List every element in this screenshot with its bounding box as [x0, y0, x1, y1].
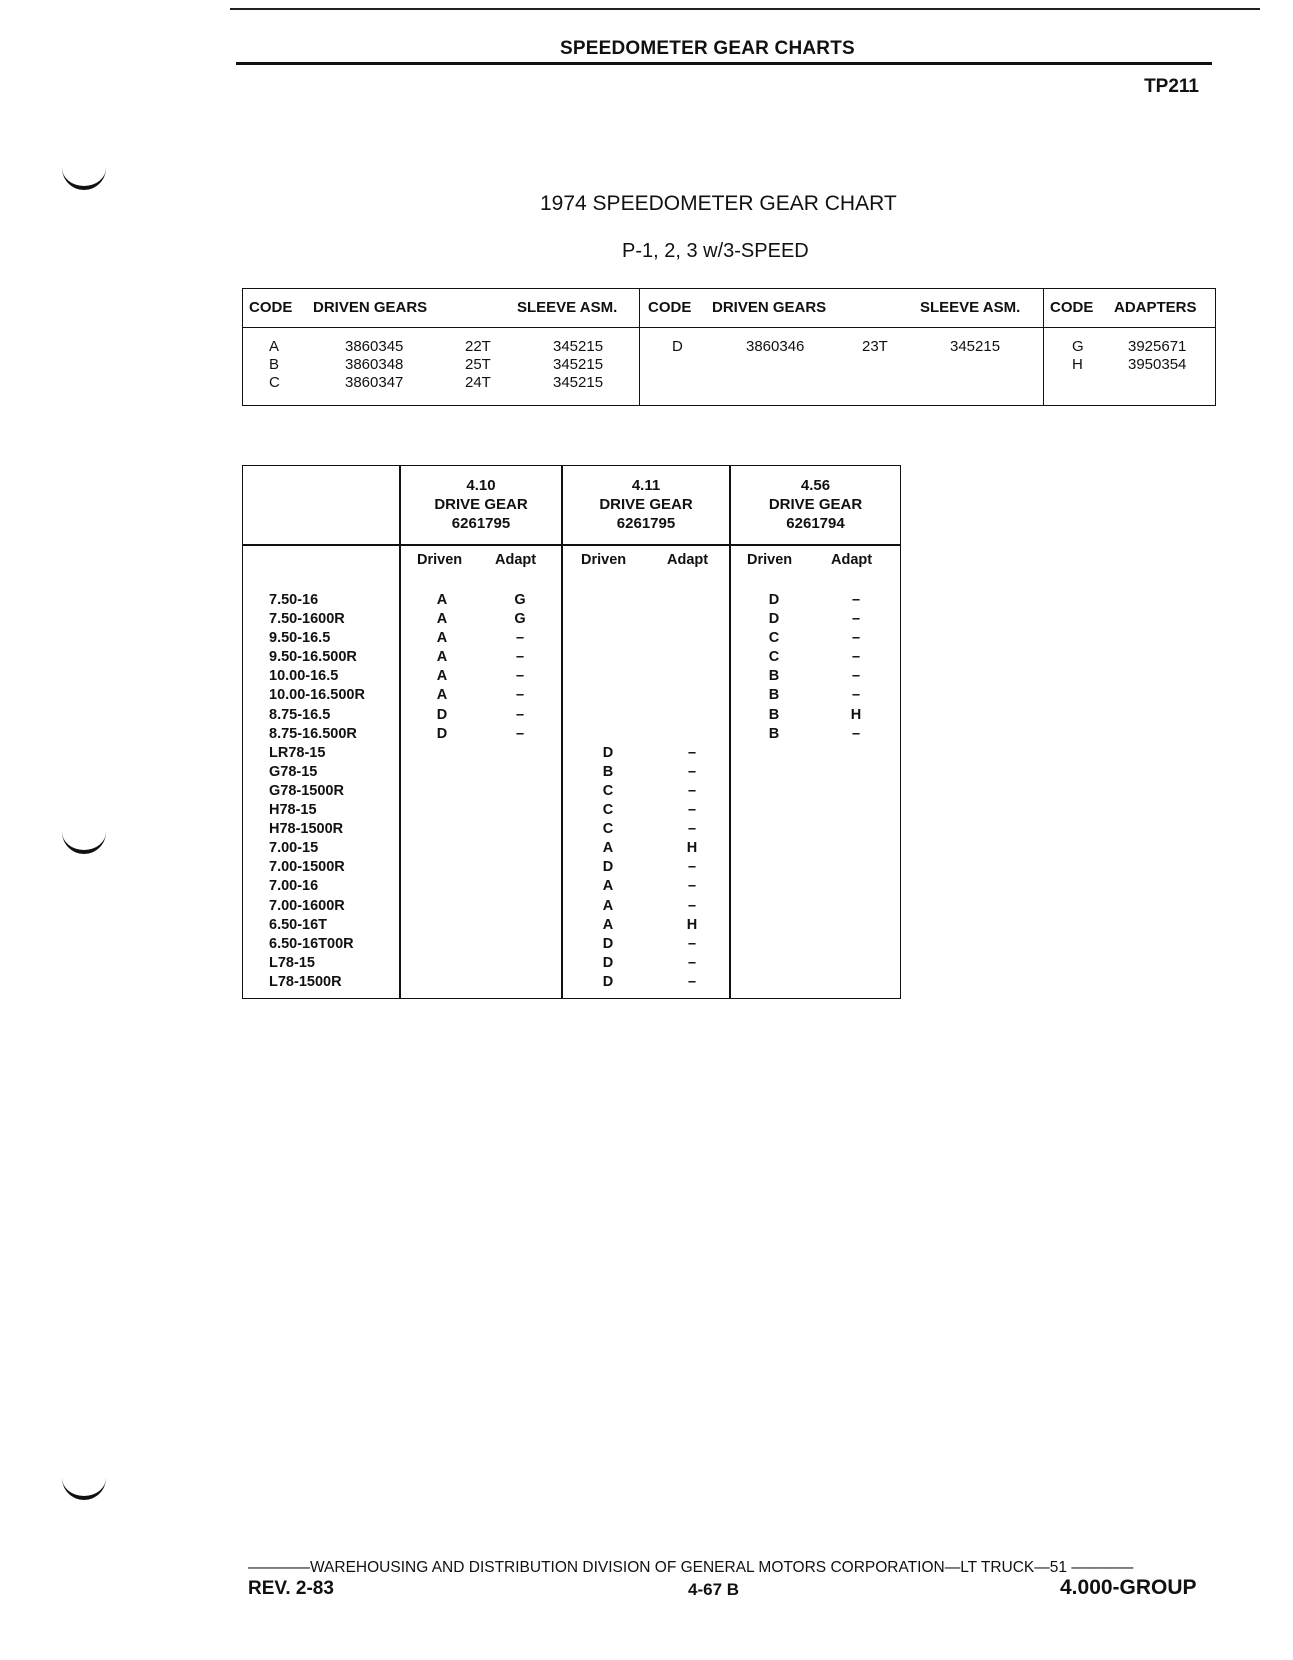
top-rule — [230, 8, 1260, 10]
adapter-code-cell — [677, 648, 707, 667]
driven-code-cell — [427, 858, 457, 877]
driven-code-cell: A — [436, 687, 448, 704]
drive-gear-label: DRIVE GEAR — [599, 496, 693, 513]
driven-code-cell: A — [602, 878, 614, 895]
adapter-code-cell — [505, 801, 535, 820]
teeth-cell: 23T — [862, 338, 888, 355]
driven-code-cell — [759, 801, 789, 820]
section-header — [243, 289, 639, 328]
gear-code-table — [242, 288, 1216, 406]
adapter-code-cell — [841, 916, 871, 935]
axle-ratio: 4.11 — [631, 477, 661, 494]
code-header: CODE — [648, 299, 692, 316]
adapt-subheader: Adapt — [667, 552, 709, 568]
code-cell: G — [1072, 338, 1084, 355]
driven-code-cell: C — [602, 782, 614, 799]
tire-size-cell: 6.50-16T00R — [269, 935, 354, 952]
revision-date: REV. 2-83 — [248, 1578, 334, 1599]
axle-ratio: 4.56 — [800, 477, 831, 494]
tire-size-cell: 7.00-1600R — [269, 897, 345, 914]
tire-size-cell: 9.50-16.500R — [269, 649, 357, 666]
column-divider — [399, 466, 401, 998]
adapter-code-cell: – — [515, 725, 525, 742]
tire-size-cell: 7.00-1500R — [269, 859, 345, 876]
driven-code-cell — [759, 744, 789, 763]
code-cell: H — [1072, 356, 1083, 373]
adapter-code-cell — [505, 858, 535, 877]
adapter-code-cell — [505, 877, 535, 896]
tire-size-cell: 8.75-16.500R — [269, 725, 357, 742]
driven-code-cell: B — [602, 763, 614, 780]
adapter-code-column-4-56 — [841, 591, 871, 992]
driven-code-cell: A — [436, 592, 448, 608]
adapter-code-cell — [841, 782, 871, 801]
adapter-code-cell: – — [851, 611, 861, 628]
table-row — [243, 374, 639, 392]
adapter-code-cell — [677, 610, 707, 629]
driven-code-cell — [759, 763, 789, 782]
sleeve-asm-header: SLEEVE ASM. — [517, 299, 618, 316]
driven-code-cell: A — [436, 668, 448, 685]
driven-gears-section-1 — [243, 289, 639, 405]
adapter-code-cell: – — [515, 630, 525, 647]
driven-code-cell — [759, 877, 789, 896]
adapter-code-cell — [841, 839, 871, 858]
adapter-code-cell — [841, 820, 871, 839]
section-header — [1044, 289, 1215, 328]
sleeve-asm-header: SLEEVE ASM. — [920, 299, 1021, 316]
driven-code-cell: B — [768, 706, 780, 723]
adapter-code-cell: H — [850, 706, 862, 723]
driven-code-cell: D — [602, 954, 614, 971]
adapter-code-cell: – — [515, 668, 525, 685]
drive-gear-part: 6261795 — [616, 515, 676, 532]
driven-subheader: Driven — [747, 552, 793, 568]
adapter-code-cell: – — [687, 744, 697, 761]
chart-subtitle: P-1, 2, 3 w/3-SPEED — [622, 240, 809, 262]
adapter-code-cell — [505, 839, 535, 858]
driven-subheader: Driven — [581, 552, 627, 568]
driven-code-cell: A — [602, 897, 614, 914]
adapter-code-cell: – — [851, 725, 861, 742]
adapter-code-cell: – — [515, 687, 525, 704]
code-cell: A — [269, 338, 280, 355]
adapter-code-cell: – — [687, 878, 697, 895]
adapter-code-column-4-10 — [505, 591, 535, 992]
driven-code-cell: D — [768, 592, 780, 608]
driven-code-cell — [759, 954, 789, 973]
driven-code-cell — [427, 763, 457, 782]
table-row — [1044, 356, 1215, 374]
driven-code-cell — [427, 782, 457, 801]
adapter-code-cell — [505, 973, 535, 992]
driven-code-cell — [593, 706, 623, 725]
driven-code-cell: D — [436, 725, 448, 742]
section-body — [640, 328, 1043, 356]
code-cell: C — [269, 374, 280, 391]
adapter-code-cell: – — [851, 592, 861, 608]
part-number-cell: 3860347 — [345, 374, 404, 391]
column-divider — [561, 466, 563, 998]
driven-code-cell: D — [602, 859, 614, 876]
ratio-header-4-56 — [731, 476, 900, 533]
driven-code-cell — [759, 839, 789, 858]
code-header: CODE — [1050, 299, 1094, 316]
part-number-cell: 3950354 — [1128, 356, 1187, 373]
section-body — [1044, 328, 1215, 374]
code-cell: D — [672, 338, 683, 355]
footer-publisher-line: ————WAREHOUSING AND DISTRIBUTION DIVISION OF GENERAL MOTORS CORPORATION—LT TRUCK—51 ———— — [248, 1559, 1134, 1576]
adapter-code-cell: – — [687, 859, 697, 876]
adapter-code-cell — [677, 725, 707, 744]
tire-size-cell: 7.50-16 — [269, 592, 319, 608]
sleeve-cell: 345215 — [553, 356, 604, 373]
adapter-code-cell — [841, 877, 871, 896]
adapter-code-cell — [841, 744, 871, 763]
driven-code-cell — [427, 954, 457, 973]
tire-size-cell: 10.00-16.500R — [269, 687, 365, 704]
tire-size-cell: 6.50-16T — [269, 916, 328, 933]
section-header — [640, 289, 1043, 328]
adapter-code-cell — [505, 763, 535, 782]
adapter-code-cell — [841, 763, 871, 782]
adapters-header: ADAPTERS — [1114, 299, 1197, 316]
adapter-code-cell: – — [687, 782, 697, 799]
adapter-code-cell: – — [687, 954, 697, 971]
adapter-code-cell — [677, 686, 707, 705]
adapter-code-cell — [505, 782, 535, 801]
driven-code-cell — [759, 858, 789, 877]
driven-code-cell — [593, 629, 623, 648]
driven-code-cell — [593, 725, 623, 744]
driven-code-cell — [427, 744, 457, 763]
driven-code-cell — [427, 897, 457, 916]
adapter-code-cell — [841, 858, 871, 877]
table-row — [243, 356, 639, 374]
driven-code-column-4-11 — [593, 591, 623, 992]
binder-hole-mark-middle — [62, 832, 106, 854]
adapter-code-cell — [841, 973, 871, 992]
driven-code-cell: D — [602, 744, 614, 761]
adapter-code-cell — [505, 897, 535, 916]
table-row — [243, 338, 639, 356]
tire-size-cell: G78-15 — [269, 763, 318, 780]
adapter-code-cell: – — [851, 668, 861, 685]
adapter-code-cell: H — [686, 840, 698, 857]
tire-size-cell: 7.00-15 — [269, 840, 319, 857]
section-body — [243, 328, 639, 392]
adapter-code-cell: H — [686, 916, 698, 933]
adapter-code-cell — [841, 897, 871, 916]
group-number: 4.000-GROUP — [1060, 1576, 1197, 1599]
driven-code-cell — [759, 820, 789, 839]
driven-code-cell: A — [602, 840, 614, 857]
driven-code-cell — [593, 686, 623, 705]
adapter-code-cell: – — [687, 935, 697, 952]
tire-size-cell: 9.50-16.5 — [269, 630, 331, 647]
adapter-code-cell: G — [514, 611, 526, 628]
adapter-code-cell — [505, 916, 535, 935]
tire-size-cell: L78-15 — [269, 954, 315, 971]
driven-code-cell — [759, 897, 789, 916]
drive-gear-part: 6261794 — [786, 515, 845, 532]
adapter-code-cell: – — [687, 897, 697, 914]
adapter-code-cell: – — [851, 630, 861, 647]
driven-code-cell — [427, 839, 457, 858]
driven-code-cell: D — [768, 611, 780, 628]
tire-size-cell: LR78-15 — [269, 744, 326, 761]
driven-code-cell: B — [768, 687, 780, 704]
adapter-code-cell — [677, 706, 707, 725]
driven-code-cell — [759, 973, 789, 992]
table-row — [1044, 338, 1215, 356]
page-header-title: SPEEDOMETER GEAR CHARTS — [560, 38, 855, 59]
adapter-code-cell: – — [515, 649, 525, 666]
adapter-code-cell — [505, 744, 535, 763]
adapter-code-cell — [841, 935, 871, 954]
driven-code-column-4-56 — [759, 591, 789, 992]
tire-size-cell: 8.75-16.5 — [269, 706, 331, 723]
adapter-code-cell — [841, 801, 871, 820]
adapter-code-cell — [677, 667, 707, 686]
driven-subheader: Driven — [417, 552, 463, 568]
driven-code-cell: C — [768, 649, 780, 666]
driven-gears-header: DRIVEN GEARS — [313, 299, 428, 316]
driven-code-cell: D — [436, 706, 448, 723]
adapter-code-cell: – — [687, 802, 697, 819]
driven-code-cell: D — [602, 935, 614, 952]
driven-code-cell — [427, 916, 457, 935]
document-id: TP211 — [1144, 76, 1199, 97]
driven-gears-header: DRIVEN GEARS — [712, 299, 827, 316]
drive-gear-label: DRIVE GEAR — [434, 496, 528, 513]
teeth-cell: 25T — [465, 356, 491, 373]
driven-code-cell: A — [436, 611, 448, 628]
part-number-cell: 3860346 — [746, 338, 805, 355]
driven-gears-section-2 — [639, 289, 1043, 405]
driven-code-cell — [427, 973, 457, 992]
tire-size-cell: 10.00-16.5 — [269, 668, 339, 685]
driven-code-cell — [593, 667, 623, 686]
sleeve-cell: 345215 — [553, 374, 604, 391]
adapter-code-cell: – — [687, 821, 697, 838]
drive-gear-part: 6261795 — [451, 515, 511, 532]
driven-code-cell: C — [602, 821, 614, 838]
adapter-code-cell — [677, 591, 707, 610]
adapter-code-column-4-11 — [677, 591, 707, 992]
tire-size-cell: H78-15 — [269, 802, 317, 819]
driven-code-cell — [593, 610, 623, 629]
driven-code-cell — [759, 782, 789, 801]
driven-code-cell: C — [768, 630, 780, 647]
header-divider — [243, 544, 900, 546]
adapt-subheader: Adapt — [831, 552, 873, 568]
code-header: CODE — [249, 299, 293, 316]
driven-code-cell: A — [602, 916, 614, 933]
chart-title: 1974 SPEEDOMETER GEAR CHART — [540, 192, 897, 215]
page-number: 4-67 B — [688, 1580, 740, 1599]
adapter-code-cell: – — [687, 973, 697, 990]
binder-hole-mark-top — [62, 168, 106, 190]
driven-code-cell — [427, 820, 457, 839]
table-row — [640, 338, 1043, 356]
adapter-code-cell: G — [514, 592, 526, 608]
driven-code-cell — [593, 591, 623, 610]
driven-code-cell: B — [768, 725, 780, 742]
teeth-cell: 22T — [465, 338, 491, 355]
tire-size-cell: G78-1500R — [269, 782, 344, 799]
driven-code-cell — [427, 877, 457, 896]
driven-code-column-4-10 — [427, 591, 457, 992]
adapters-section — [1043, 289, 1215, 405]
tire-size-cell: H78-1500R — [269, 821, 344, 838]
adapter-code-cell: – — [851, 649, 861, 666]
driven-code-cell: B — [768, 668, 780, 685]
binder-hole-mark-bottom — [62, 1478, 106, 1500]
driven-code-cell: A — [436, 630, 448, 647]
ratio-header-4-10 — [401, 476, 561, 533]
adapter-code-cell — [505, 954, 535, 973]
ratio-header-4-11 — [563, 476, 729, 533]
tire-ratio-table — [242, 465, 901, 999]
part-number-cell: 3860345 — [345, 338, 404, 355]
tire-size-cell: L78-1500R — [269, 973, 342, 990]
adapt-subheader: Adapt — [495, 552, 537, 568]
code-cell: B — [269, 356, 280, 373]
part-number-cell: 3860348 — [345, 356, 404, 373]
part-number-cell: 3925671 — [1128, 338, 1187, 355]
drive-gear-label: DRIVE GEAR — [768, 496, 863, 513]
driven-code-cell — [427, 801, 457, 820]
adapter-code-cell: – — [687, 763, 697, 780]
driven-code-cell: A — [436, 649, 448, 666]
adapter-code-cell — [505, 820, 535, 839]
column-divider — [729, 466, 731, 998]
adapter-code-cell — [677, 629, 707, 648]
driven-code-cell: D — [602, 973, 614, 990]
adapter-code-cell — [841, 954, 871, 973]
sleeve-cell: 345215 — [950, 338, 1001, 355]
header-rule — [236, 62, 1212, 65]
teeth-cell: 24T — [465, 374, 491, 391]
driven-code-cell: C — [602, 802, 614, 819]
tire-size-column — [269, 591, 365, 992]
tire-size-cell: 7.50-1600R — [269, 611, 345, 628]
driven-code-cell — [593, 648, 623, 667]
adapter-code-cell — [505, 935, 535, 954]
driven-code-cell — [759, 916, 789, 935]
adapter-code-cell: – — [515, 706, 525, 723]
axle-ratio: 4.10 — [466, 477, 496, 494]
adapter-code-cell: – — [851, 687, 861, 704]
sleeve-cell: 345215 — [553, 338, 604, 355]
driven-code-cell — [427, 935, 457, 954]
driven-code-cell — [759, 935, 789, 954]
tire-size-cell: 7.00-16 — [269, 878, 319, 895]
